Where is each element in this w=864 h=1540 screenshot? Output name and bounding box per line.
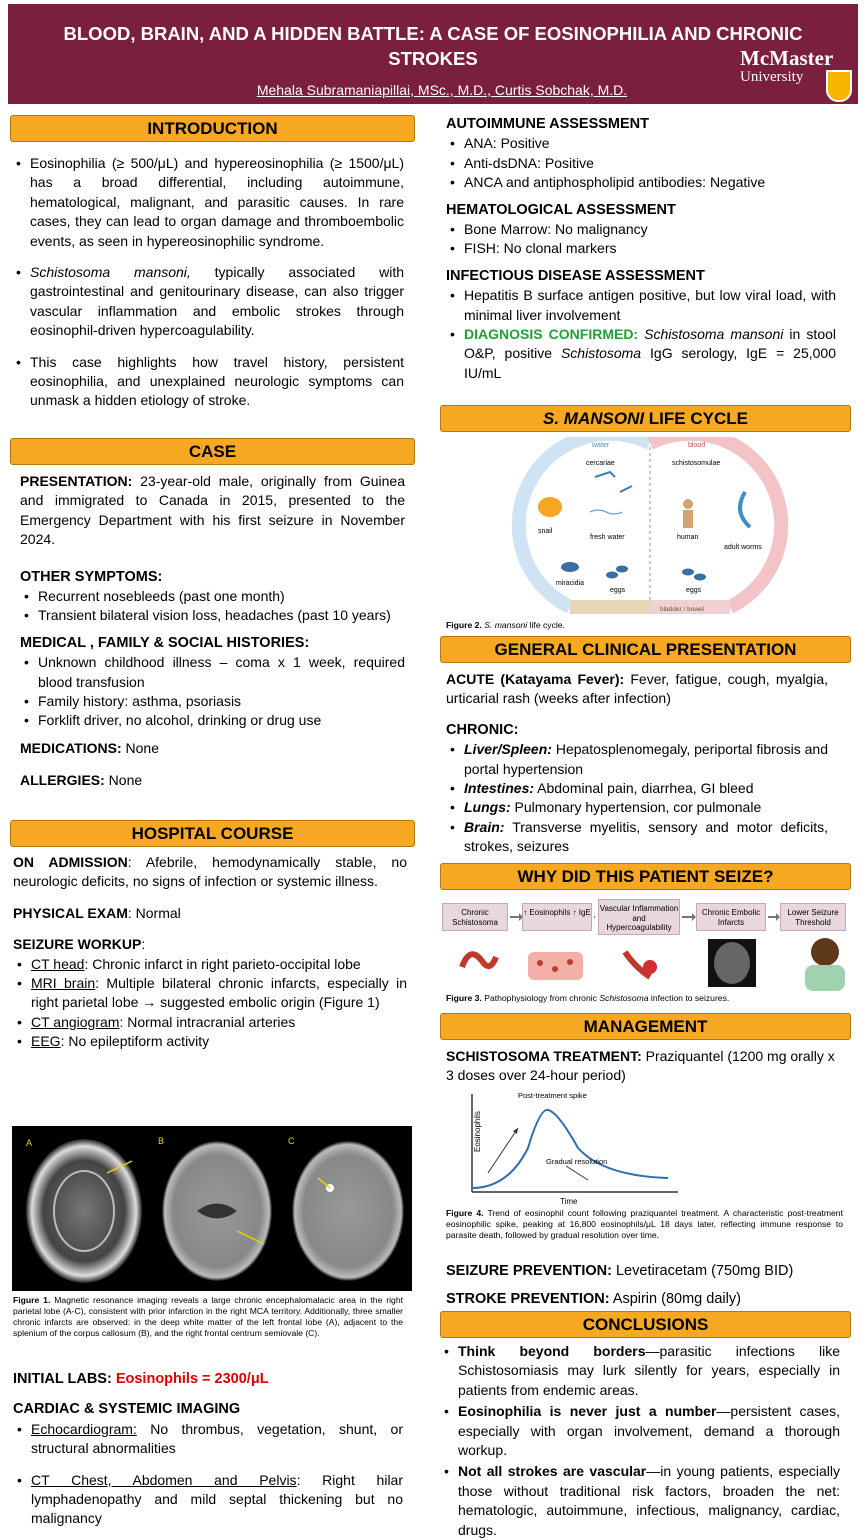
figure4-caption: Figure 4. Trend of eosinophil count following praziquantel treatment. A characteristic post-treatment eosinophilic spike, peaking at 16,800 eosinophils/μL 18 days later, reflecting immune response to parasite death, followed by gradual resolution over time. bbox=[446, 1208, 843, 1240]
seizure-prevention: SEIZURE PREVENTION: Levetiracetam (750mg BID) bbox=[446, 1263, 794, 1279]
list-item: • Liver/Spleen: Hepatosplenomegaly, periportal fibrosis and portal hypertension bbox=[446, 740, 828, 779]
initial-labs: INITIAL LABS: Eosinophils = 2300/μL bbox=[13, 1371, 269, 1387]
svg-text:human: human bbox=[677, 534, 699, 541]
list-item: • Think beyond borders—parasitic infections like Schistosomiasis may lurk silently for years, especially in patients from endemic areas. bbox=[440, 1342, 840, 1400]
other-symptoms-list bbox=[20, 587, 405, 626]
mri-figure bbox=[12, 1126, 412, 1291]
hospital-course-section: ON ADMISSION: Afebrile, hemodynamically stable, no neurologic deficits, no signs of infection or systemic illness. PHYSICAL EXAM: Normal SEIZURE WORKUP: • CT head: Chronic infarct in right parieto-occipital lobe • MRI brain: Multiple bilateral chronic infarcts, especially in right parietal lobe → suggested embolic origin (Figure 1) • CT angiogram: Normal intracranial arteries • EEG: No epileptiform activity bbox=[13, 853, 407, 1052]
list-item: • ANA: Positive bbox=[446, 134, 836, 153]
cercariae-icon bbox=[595, 472, 632, 492]
worm-icon bbox=[740, 492, 750, 527]
histories-list bbox=[20, 653, 405, 731]
svg-text:miracidia: miracidia bbox=[556, 580, 585, 587]
snail-icon bbox=[538, 497, 562, 517]
figure1-caption: Figure 1. Magnetic resonance imaging reveals a large chronic encephalomalacic area in the right parietal lobe (A-C), consistent with prior infarction in the right MCA territory. Additionally, three smaller chronic infarcts are observed: in the deep white matter of the left frontal lobe (A), adjacent to the splenium of the corpus callosum (B), and the right frontal centrum semiovale (C). bbox=[13, 1295, 403, 1338]
list-item: • Forklift driver, no alcohol, drinking or drug use bbox=[20, 711, 405, 730]
pathophysiology-flow bbox=[440, 897, 852, 992]
panel-label-b: B bbox=[158, 1136, 165, 1146]
list-item: • CT Chest, Abdomen and Pelvis: Right hilar lymphadenopathy and mild septal thickening but no malignancy bbox=[13, 1471, 403, 1529]
intro-bullet-2: • Schistosoma mansoni, typically associated with gastrointestinal and genitourinary disease, can also trigger vascular inflammation and embolic strokes through eosinophil-driven hypercoagulability. bbox=[12, 263, 404, 341]
management-heading: MANAGEMENT bbox=[440, 1013, 851, 1040]
presentation-text: PRESENTATION: 23-year-old male, originally from Guinea and immigrated to Canada in 2015, presented to the Emergency Department with his first seizure in November 2024. bbox=[20, 473, 405, 548]
intro-bullet-1: • Eosinophilia (≥ 500/μL) and hypereosinophilia (≥ 1500/μL) has a broad differential, including autoimmune, hematological, malignant, and parasitic causes. In rare cases, they can lead to organ damage and thromboembolic events, as seen in hypereosinophilic syndrome. bbox=[12, 154, 404, 251]
seizure-workup-list bbox=[13, 955, 407, 1052]
human-icon bbox=[683, 499, 693, 509]
flow-step-2: ↑ Eosinophils ↑ IgE bbox=[522, 903, 592, 931]
poster-title: BLOOD, BRAIN, AND A HIDDEN BATTLE: A CASE OF EOSINOPHILIA AND CHRONIC STROKES bbox=[63, 23, 803, 69]
y-axis-label: Eosinophils bbox=[473, 1111, 482, 1152]
list-item: • Bone Marrow: No malignancy bbox=[446, 220, 836, 239]
blood-vessel-icon bbox=[528, 952, 583, 980]
list-item: • Brain: Transverse myelitis, sensory and motor deficits, strokes, seizures bbox=[446, 818, 828, 857]
seizing-person-icon bbox=[811, 938, 839, 966]
treatment-text: SCHISTOSOMA TREATMENT: Praziquantel (1200 mg orally x 3 doses over 24-hour period) bbox=[446, 1048, 835, 1084]
svg-text:snail: snail bbox=[538, 528, 553, 535]
list-item: • Not all strokes are vascular—in young patients, especially those without traditional risk factors, broaden the net: hematologic, autoimmune, infectious, malignancy, cardiac, drugs. bbox=[440, 1462, 840, 1540]
trend-line bbox=[472, 1110, 668, 1188]
flow-step-1: Chronic Schistosoma bbox=[442, 903, 508, 931]
autoimmune-list bbox=[446, 134, 836, 192]
list-item: • Unknown childhood illness – coma x 1 week, required blood transfusion bbox=[20, 653, 405, 692]
svg-text:eggs: eggs bbox=[610, 587, 626, 594]
svg-text:cercariae: cercariae bbox=[586, 460, 615, 467]
mcmaster-logo: McMaster University bbox=[740, 46, 852, 104]
figure2-caption: Figure 2. S. mansoni life cycle. bbox=[446, 620, 565, 630]
list-item: • MRI brain: Multiple bilateral chronic infarcts, especially in right parietal lobe → suggested embolic origin (Figure 1) bbox=[13, 974, 407, 1013]
list-item: • Lungs: Pulmonary hypertension, cor pulmonale bbox=[446, 798, 828, 817]
list-item: • Anti-dsDNA: Positive bbox=[446, 154, 836, 173]
flow-step-4: Chronic Embolic Infarcts bbox=[696, 903, 766, 931]
clinical-presentation-heading: GENERAL CLINICAL PRESENTATION bbox=[440, 636, 851, 663]
flow-step-3: Vascular Inflammation and Hypercoagulability bbox=[598, 899, 680, 935]
eosinophil-trend-graph bbox=[448, 1088, 688, 1208]
allergies: ALLERGIES: None bbox=[20, 772, 143, 789]
svg-text:eggs: eggs bbox=[686, 587, 702, 594]
infectious-list: • Hepatitis B surface antigen positive, but low viral load, with minimal liver involvement • DIAGNOSIS CONFIRMED: Schistosoma mansoni in stool O&P, positive Schistosoma IgG serology, IgE = 25,000 IU/mL bbox=[446, 286, 836, 383]
x-axis-label: Time bbox=[560, 1197, 578, 1206]
svg-text:schistosomulae: schistosomulae bbox=[672, 460, 721, 467]
list-item: • CT angiogram: Normal intracranial arteries bbox=[13, 1013, 407, 1032]
intro-heading: INTRODUCTION bbox=[10, 115, 415, 142]
case-section: PRESENTATION: 23-year-old male, originally from Guinea and immigrated to Canada in 2015, presented to the Emergency Department with his first seizure in November 2024. OTHER SYMPTOMS: • Recurrent nosebleeds (past one month) • Transient bilateral vision loss, headaches (past 10 years) MEDICAL , FAMILY & SOCIAL HISTORIES: • Unknown childhood illness – coma x 1 week, required blood transfusion • Family history: asthma, psoriasis • Forklift driver, no alcohol, drinking or drug use MEDICATIONS: None ALLERGIES: None bbox=[20, 472, 405, 799]
crest-icon bbox=[826, 70, 852, 102]
case-heading: CASE bbox=[10, 438, 415, 465]
spike-label: Post-treatment spike bbox=[518, 1091, 587, 1100]
flow-step-5: Lower Seizure Threshold bbox=[780, 903, 846, 931]
miracidia-icon bbox=[561, 562, 579, 572]
list-item: • Eosinophilia is never just a number—persistent cases, especially with organ involvement, demand a thorough workup. bbox=[440, 1402, 840, 1460]
svg-text:bladder / bowel: bladder / bowel bbox=[660, 606, 705, 613]
list-item: • Intestines: Abdominal pain, diarrhea, GI bleed bbox=[446, 779, 828, 798]
list-item: • Recurrent nosebleeds (past one month) bbox=[20, 587, 405, 606]
list-item: • EEG: No epileptiform activity bbox=[13, 1032, 407, 1051]
label-water: water bbox=[592, 442, 610, 449]
admission-text: ON ADMISSION: Afebrile, hemodynamically stable, no neurologic deficits, no signs of infection or systemic illness. bbox=[13, 854, 407, 890]
list-item: • ANCA and antiphospholipid antibodies: Negative bbox=[446, 173, 836, 192]
svg-text:fresh water: fresh water bbox=[590, 534, 625, 541]
why-seize-heading: WHY DID THIS PATIENT SEIZE? bbox=[440, 863, 851, 890]
chronic-list bbox=[446, 740, 828, 856]
lifecycle-heading: S. MANSONI LIFE CYCLE bbox=[440, 405, 851, 432]
conclusions-heading: CONCLUSIONS bbox=[440, 1311, 851, 1338]
poster-header bbox=[8, 4, 858, 104]
conclusions-list bbox=[440, 1342, 840, 1540]
worm-icon bbox=[462, 954, 496, 967]
stroke-prevention: STROKE PREVENTION: Aspirin (80mg daily) bbox=[446, 1291, 741, 1308]
list-item: • Family history: asthma, psoriasis bbox=[20, 692, 405, 711]
intro-section bbox=[12, 154, 404, 411]
intro-bullet-3: • This case highlights how travel history, persistent eosinophilia, and unexplained neurologic symptoms can unmask a hidden etiology of stroke. bbox=[12, 353, 404, 411]
hospital-course-heading: HOSPITAL COURSE bbox=[10, 820, 415, 847]
acute-text: ACUTE (Katayama Fever): Fever, fatigue, cough, myalgia, urticarial rash (weeks after infection) bbox=[446, 671, 828, 707]
panel-label-c: C bbox=[288, 1136, 295, 1146]
imaging-list bbox=[13, 1420, 403, 1529]
conclusions-section bbox=[440, 1342, 840, 1540]
assessment-section: AUTOIMMUNE ASSESSMENT • ANA: Positive • Anti-dsDNA: Positive • ANCA and antiphospholipid antibodies: Negative HEMATOLOGICAL ASSESSMENT • Bone Marrow: No malignancy • FISH: No clonal markers INFECTIOUS DISEASE ASSESSMENT • Hepatitis B surface antigen positive, but low viral load, with minimal liver involvement • DIAGNOSIS CONFIRMED: Schistosoma mansoni in stool O&P, positive Schistosoma IgG serology, IgE = 25,000 IU/mL bbox=[446, 115, 836, 383]
labs-imaging-section: INITIAL LABS: Eosinophils = 2300/μL CARDIAC & SYSTEMIC IMAGING • Echocardiogram: No thrombus, vegetation, shunt, or structural abnormalities • CT Chest, Abdomen and Pelvis: Right hilar lymphadenopathy and mild septal thickening but no malignancy bbox=[13, 1370, 403, 1529]
label-blood: blood bbox=[688, 442, 706, 449]
mri-panel-c bbox=[292, 1141, 404, 1281]
lifecycle-diagram bbox=[500, 437, 800, 617]
mri-panel-a bbox=[26, 1139, 142, 1283]
list-item: • CT head: Chronic infarct in right parieto-occipital lobe bbox=[13, 955, 407, 974]
hematological-list bbox=[446, 220, 836, 259]
panel-label-a: A bbox=[26, 1138, 33, 1148]
list-item: • Transient bilateral vision loss, headaches (past 10 years) bbox=[20, 606, 405, 625]
authors: Mehala Subramaniapillai, MSc., M.D., Curtis Sobchak, M.D. bbox=[256, 82, 628, 98]
treatment-section bbox=[446, 1047, 841, 1094]
list-item: • Echocardiogram: No thrombus, vegetation, shunt, or structural abnormalities bbox=[13, 1420, 403, 1459]
physical-exam: PHYSICAL EXAM: Normal bbox=[13, 904, 181, 921]
diagnosis-confirmed: • DIAGNOSIS CONFIRMED: Schistosoma mansoni in stool O&P, positive Schistosoma IgG serology, IgE = 25,000 IU/mL bbox=[446, 325, 836, 383]
resolution-label: Gradual resolution bbox=[546, 1157, 608, 1166]
svg-text:liver: liver bbox=[756, 496, 768, 503]
medications: MEDICATIONS: None bbox=[20, 739, 159, 756]
list-item: • FISH: No clonal markers bbox=[446, 239, 836, 258]
clinical-presentation-section: ACUTE (Katayama Fever): Fever, fatigue, cough, myalgia, urticarial rash (weeks after infection) CHRONIC: • Liver/Spleen: Hepatosplenomegaly, periportal fibrosis and portal hypertension • Intestines: Abdominal pain, diarrhea, GI bleed • Lungs: Pulmonary hypertension, cor pulmonale • Brain: Transverse myelitis, sensory and motor deficits, strokes, seizures bbox=[446, 670, 828, 857]
svg-text:adult worms: adult worms bbox=[724, 544, 762, 551]
prevention-section bbox=[446, 1262, 841, 1318]
figure3-caption: Figure 3. Pathophysiology from chronic Schistosoma infection to seizures. bbox=[446, 993, 730, 1003]
